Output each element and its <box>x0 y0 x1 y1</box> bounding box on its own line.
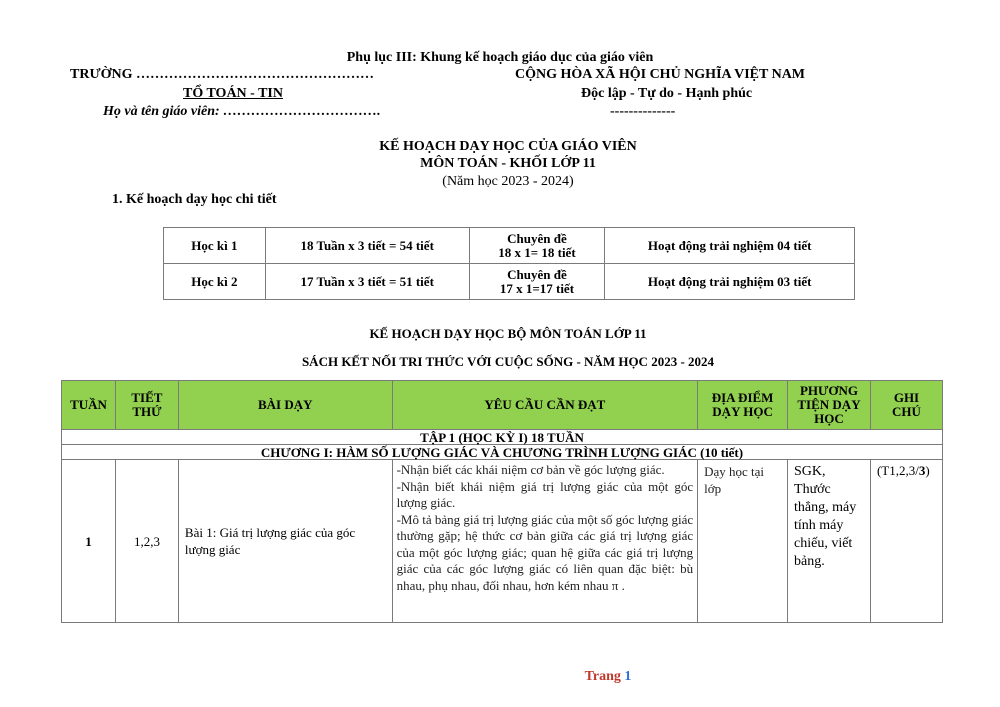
summary-row <box>164 228 855 264</box>
appendix-title: Phụ lục III: Khung kế hoạch giáo dục của giáo viên <box>346 50 654 65</box>
national-name: CỘNG HÒA XÃ HỘI CHỦ NGHĨA VIỆT NAM <box>515 67 806 82</box>
national-motto: Độc lập - Tự do - Hạnh phúc <box>581 86 753 101</box>
requirement-item: -Nhận biết các khái niệm cơ bản về góc lượng giác. <box>396 462 665 477</box>
detail-title: KẾ HOẠCH DẠY HỌC BỘ MÔN TOÁN LỚP 11 <box>369 326 647 341</box>
note-suffix: ) <box>925 463 930 478</box>
summary-periods: 17 Tuần x 3 tiết = 51 tiết <box>265 264 469 300</box>
motto-underline-dashes: -------------- <box>610 104 676 119</box>
row-lesson: Bài 1: Giá trị lượng giác của góc lượng giác <box>178 460 392 623</box>
page-number: 1 <box>624 669 632 684</box>
summary-activities: Hoạt động trải nghiệm 03 tiết <box>605 264 855 300</box>
requirement-item: -Mô tả bảng giá trị lượng giác của một số góc lượng giác thường gặp; hệ thức cơ bản giữa các giá trị lượng giác của một góc lượng giác; quan hệ giữa các giá trị lượng giác của các góc lượng giác có liên quan đặc biệt: bù nhau, phụ nhau, đối nhau, hơn kém nhau π . <box>396 511 694 593</box>
volume-heading: TẬP 1 (HỌC KỲ I) 18 TUẦN <box>62 430 943 445</box>
header-note-line1: GHI <box>893 390 920 405</box>
note-prefix: (T1,2,3/ <box>876 463 919 478</box>
header-week: TUẦN <box>62 381 116 430</box>
summary-topic-line2: 18 x 1= 18 tiết <box>498 244 576 260</box>
header-equipment-line2: TIỆN DẠY <box>797 397 861 412</box>
header-period <box>115 381 178 430</box>
header-place-line2: DẠY HỌC <box>712 404 773 419</box>
page-footer <box>0 669 1000 685</box>
teacher-name-line: Họ và tên giáo viên: ……………………………. <box>103 104 381 119</box>
header-equipment <box>788 381 871 430</box>
page-label: Trang <box>584 669 621 684</box>
summary-topic <box>469 228 605 264</box>
summary-topic <box>469 264 605 300</box>
chapter-heading: CHƯƠNG I: HÀM SỐ LƯỢNG GIÁC VÀ CHƯƠNG TRÌNH LƯỢNG GIÁC (10 tiết) <box>62 445 943 460</box>
requirement-item: -Nhận biết khái niệm giá trị lượng giác của một góc lượng giác. <box>396 478 694 510</box>
lesson-plan-table <box>61 380 943 623</box>
header-period-line1: TIẾT <box>131 390 163 405</box>
header-lesson: BÀI DẠY <box>178 381 392 430</box>
header-place-line1: ĐỊA ĐIỂM <box>711 390 774 405</box>
plan-school-year: (Năm học 2023 - 2024) <box>442 174 574 189</box>
summary-topic-line1: Chuyên đề <box>507 230 567 246</box>
summary-activities: Hoạt động trải nghiệm 04 tiết <box>605 228 855 264</box>
summary-term: Học kì 2 <box>164 264 266 300</box>
header-requirements: YÊU CẦU CẦN ĐẠT <box>392 381 698 430</box>
table-row <box>62 460 943 623</box>
header-period-line2: THỨ <box>132 404 162 419</box>
header-place <box>698 381 788 430</box>
note-bold: 3 <box>918 463 926 478</box>
summary-row <box>164 264 855 300</box>
row-week: 1 <box>62 460 116 623</box>
section-heading: 1. Kế hoạch dạy học chi tiết <box>112 192 277 207</box>
row-note <box>870 460 942 623</box>
plan-subject: MÔN TOÁN - KHỐI LỚP 11 <box>420 156 596 171</box>
department-name: TỔ TOÁN - TIN <box>183 86 283 101</box>
volume-row <box>62 430 943 445</box>
header-equipment-line3: HỌC <box>814 411 844 426</box>
row-periods: 1,2,3 <box>115 460 178 623</box>
header-equipment-line1: PHƯƠNG <box>799 383 858 398</box>
row-equipment: SGK, Thước thẳng, máy tính máy chiếu, viết bảng. <box>788 460 871 623</box>
table-header-row <box>62 381 943 430</box>
summary-term: Học kì 1 <box>164 228 266 264</box>
row-requirements <box>392 460 698 623</box>
summary-table <box>163 227 855 300</box>
detail-book-title: SÁCH KẾT NỐI TRI THỨC VỚI CUỘC SỐNG - NĂM HỌC 2023 - 2024 <box>301 354 715 369</box>
header-note-line2: CHÚ <box>892 404 921 419</box>
summary-topic-line1: Chuyên đề <box>507 266 567 282</box>
row-place: Dạy học tại lớp <box>698 460 788 623</box>
plan-title: KẾ HOẠCH DẠY HỌC CỦA GIÁO VIÊN <box>379 139 637 154</box>
summary-topic-line2: 17 x 1=17 tiết <box>499 280 575 296</box>
school-name-line: TRƯỜNG …………………………………………… <box>70 67 374 82</box>
summary-periods: 18 Tuần x 3 tiết = 54 tiết <box>265 228 469 264</box>
chapter-row <box>62 445 943 460</box>
header-note <box>870 381 942 430</box>
